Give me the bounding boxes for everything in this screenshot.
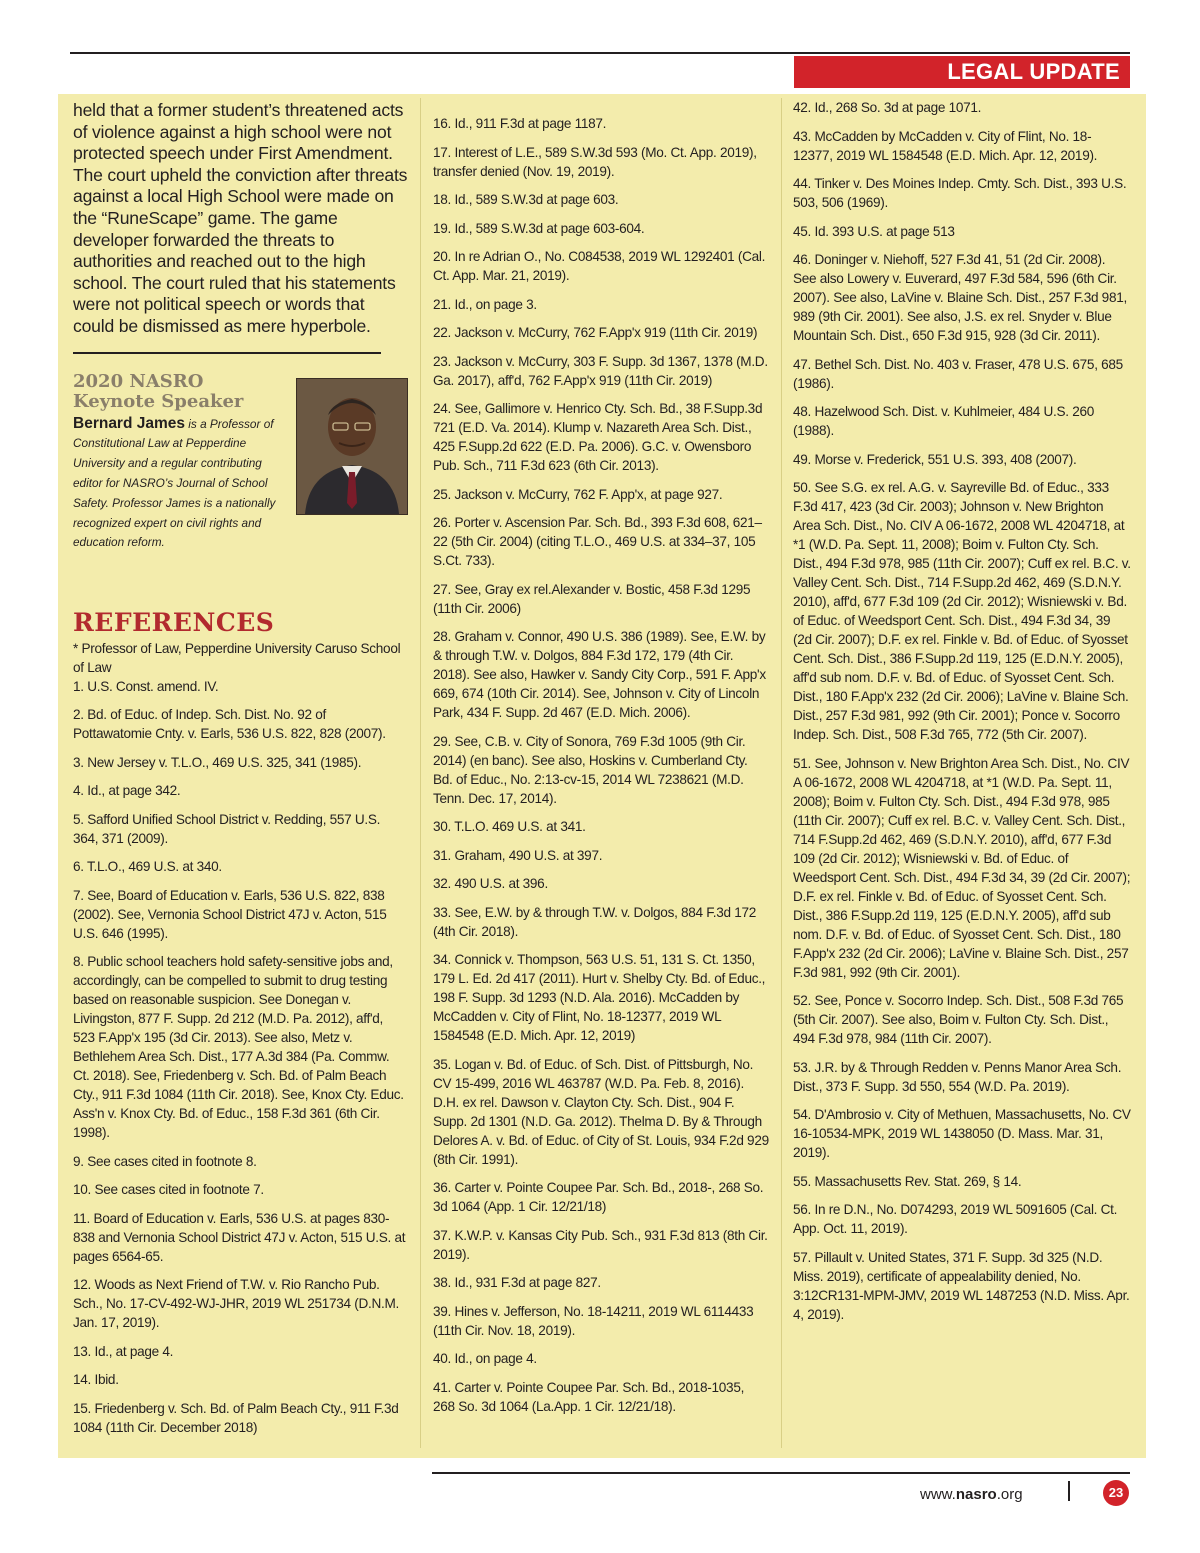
reference-item: 42. Id., 268 So. 3d at page 1071. [793, 100, 982, 115]
speaker-bio [73, 414, 278, 554]
reference-item: 41. Carter v. Pointe Coupee Par. Sch. Bd., 2018-1035, 268 So. 3d 1064 (La.App. 1 Cir. 12/21/18). [433, 1379, 745, 1414]
reference-item: 18. Id., 589 S.W.3d at page 603. [433, 192, 619, 207]
reference-item: 55. Massachusetts Rev. Stat. 269, § 14. [793, 1173, 1022, 1189]
reference-item: 10. See cases cited in footnote 7. [73, 1182, 264, 1198]
reference-item: 54. D'Ambrosio v. City of Methuen, Massachusetts, No. CV 16-10534-MPK, 2019 WL 1438050 (D. Mass. Mar. 31, 2019). [793, 1107, 1131, 1160]
page-number: 23 [1103, 1480, 1129, 1506]
speaker-photo [296, 378, 408, 515]
reference-item: 37. K.W.P. v. Kansas City Pub. Sch., 931 F.3d 813 (8th Cir. 2019). [433, 1227, 768, 1262]
speaker-bio-text: is a Professor of Constitutional Law at Pepperdine University and a regular contributing editor for NASRO’s Journal of School Safety. Professor James is a nationally recognized expert on civil rights and education reform. [73, 416, 276, 550]
reference-item: 50. See S.G. ex rel. A.G. v. Sayreville Bd. of Educ., 333 F.3d 417, 423 (3d Cir. 2003); Johnson v. New Brighton Area Sch. Dist., No. CIV A 06-1672, 2008 WL 4204718, at *1 (W.D. Pa. Sept. 11, 2008); Boim v. Fulton Cty. Sch. Dist., 494 F.3d 978, 985 (11th Cir. 2007); Cuff ex rel. B.C. v. Valley Cent. Sch. Dist., 714 F.Supp.2d 462, 469 (S.D.N.Y. 2010), aff'd, 677 F.3d 109 (2d Cir. 2012); Wisniewski v. Bd. of Educ. of Weedsport Cent. Sch. Dist., 494 F.3d 34, 39 (2d Cir. 2007); D.F. ex rel. Finkle v. Bd. of Educ. of Syosset Cent. Sch. Dist., 386 F.Supp.2d 119, 125 (E.D.N.Y. 2005), aff'd sub nom. D.F. v. Bd. of Educ. of Syosset Cent. Sch. Dist., 180 F.App'x 232 (2d Cir. 2006); LaVine v. Blaine Sch. Dist., 257 F.3d 981, 992 (9th Cir. 2001); Ponce v. Socorro Indep. Sch. Dist., 508 F.3d 765, 772 (5th Cir. 2007). [793, 480, 1131, 742]
reference-item: 32. 490 U.S. at 396. [433, 876, 548, 891]
speaker-title-line2: Keynote Speaker [73, 390, 244, 412]
reference-item: 30. T.L.O. 469 U.S. at 341. [433, 819, 586, 834]
reference-item: 27. See, Gray ex rel.Alexander v. Bostic, 458 F.3d 1295 (11th Cir. 2006) [433, 581, 751, 616]
reference-item: 45. Id. 393 U.S. at page 513 [793, 223, 955, 239]
reference-item: 38. Id., 931 F.3d at page 827. [433, 1275, 601, 1290]
reference-item: 44. Tinker v. Des Moines Indep. Cmty. Sch. Dist., 393 U.S. 503, 506 (1969). [793, 176, 1127, 210]
reference-item: 1. U.S. Const. amend. IV. [73, 678, 219, 694]
speaker-title-line1: 2020 NASRO [73, 370, 204, 392]
speaker-name: Bernard James [73, 414, 186, 432]
reference-item: 33. See, E.W. by & through T.W. v. Dolgos, 884 F.3d 172 (4th Cir. 2018). [433, 904, 757, 939]
reference-item: 52. See, Ponce v. Socorro Indep. Sch. Dist., 508 F.3d 765 (5th Cir. 2007). See also, Boim v. Fulton Cty. Sch. Dist., 494 F.3d 978, 984 (11th Cir. 2007). [793, 993, 1124, 1046]
footer-rule [432, 1472, 1130, 1474]
reference-item: 21. Id., on page 3. [433, 296, 537, 312]
reference-item: 28. Graham v. Connor, 490 U.S. 386 (1989). See, E.W. by & through T.W. v. Dolgos, 884 F.3d 172, 179 (4th Cir. 2018). See also, Hawker v. Sandy City Corp., 591 F. App'x 669, 674 (10th Cir. 2014). See, Johnson v. City of Lincoln Park, 434 F. Supp. 2d 467 (E.D. Mich. 2006). [433, 629, 766, 720]
reference-item: 57. Pillault v. United States, 371 F. Supp. 3d 325 (N.D. Miss. 2019), certificate of appealability denied, No. 3:12CR131-MPM-JMV, 2019 WL 1487253 (N.D. Miss. Apr. 4, 2019). [793, 1249, 1130, 1322]
top-rule [70, 52, 1130, 54]
reference-item: 22. Jackson v. McCurry, 762 F.App'x 919 (11th Cir. 2019) [433, 325, 758, 340]
column-right [793, 98, 1131, 1333]
reference-item: 9. See cases cited in footnote 8. [73, 1153, 257, 1169]
reference-item: 53. J.R. by & Through Redden v. Penns Manor Area Sch. Dist., 373 F. Supp. 3d 550, 554 (W.D. Pa. 2019). [793, 1059, 1122, 1094]
column-divider [420, 98, 421, 1448]
reference-item: 34. Connick v. Thompson, 563 U.S. 51, 131 S. Ct. 1350, 179 L. Ed. 2d 417 (2011). Hurt v. Shelby Cty. Bd. of Educ., 198 F. Supp. 3d 1293 (N.D. Ala. 2016). McCadden by McCadden v. City of Flint, No. 18-12377, 2019 WL 1584548 (E.D. Mich. Apr. 12, 2019) [433, 952, 766, 1043]
reference-item: 6. T.L.O., 469 U.S. at 340. [73, 859, 222, 875]
intro-divider [73, 352, 381, 354]
reference-item: 7. See, Board of Education v. Earls, 536 U.S. 822, 838 (2002). See, Vernonia School District 47J v. Acton, 515 U.S. 646 (1995). [73, 887, 387, 941]
reference-item: 19. Id., 589 S.W.3d at page 603-604. [433, 220, 645, 236]
portrait-image [297, 379, 407, 514]
reference-item: 51. See, Johnson v. New Brighton Area Sch. Dist., No. CIV A 06-1672, 2008 WL 4204718, at *1 (W.D. Pa. Sept. 11, 2008); Boim v. Fulton Cty. Sch. Dist., 494 F.3d 978, 985 (11th Cir. 2007); Cuff ex rel. B.C. v. Valley Cent. Sch. Dist., 714 F.Supp.2d 462, 469 (S.D.N.Y. 2010), aff'd, 677 F.3d 109 (2d Cir. 2012); Wisniewski v. Bd. of Educ. of Weedsport Cent. Sch. Dist., 494 F.3d 34, 39 (2d Cir. 2007); D.F. ex rel. Finkle v. Bd. of Educ. of Syosset Cent. Sch. Dist., 386 F.Supp.2d 119, 125 (E.D.N.Y. 2005), aff'd sub nom. D.F. v. Bd. of Educ. of Syosset Cent. Sch. Dist., 180 F.App'x 232 (2d Cir. 2006); LaVine v. Blaine Sch. Dist., 257 F.3d 981, 992 (9th Cir. 2001). [793, 755, 1131, 980]
references-heading: REFERENCES [73, 607, 275, 637]
reference-item: 40. Id., on page 4. [433, 1351, 537, 1366]
keynote-speaker-box [73, 372, 408, 572]
reference-item: 36. Carter v. Pointe Coupee Par. Sch. Bd., 2018-, 268 So. 3d 1064 (App. 1 Cir. 12/21/18) [433, 1180, 764, 1214]
references-note: * Professor of Law, Pepperdine University Caruso School of Law [73, 640, 401, 675]
column-middle [433, 114, 769, 1425]
url-suffix: .org [996, 1486, 1023, 1503]
reference-item: 29. See, C.B. v. City of Sonora, 769 F.3d 1005 (9th Cir. 2014) (en banc). See also, Hoskins v. Cumberland Cty. Bd. of Educ., No. 2:13-cv-15, 2014 WL 7238621 (M.D. Tenn. Dec. 17, 2014). [433, 733, 748, 806]
reference-item: 39. Hines v. Jefferson, No. 18-14211, 2019 WL 6114433 (11th Cir. Nov. 18, 2019). [433, 1303, 754, 1338]
reference-item: 20. In re Adrian O., No. C084538, 2019 WL 1292401 (Cal. Ct. App. Mar. 21, 2019). [433, 249, 766, 283]
footer-separator [1068, 1481, 1070, 1501]
reference-item: 13. Id., at page 4. [73, 1343, 174, 1359]
reference-item: 35. Logan v. Bd. of Educ. of Sch. Dist. of Pittsburgh, No. CV 15-499, 2016 WL 463787 (W.D. Pa. Feb. 8, 2016). D.H. ex rel. Dawson v. Clayton Cty. Sch. Dist., 904 F. Supp. 2d 1301 (N.D. Ga. 2012). Thelma D. By & Through Delores A. v. Bd. of Educ. of City of St. Louis, 934 F.2d 929 (8th Cir. 1991). [433, 1056, 769, 1167]
reference-item: 43. McCadden by McCadden v. City of Flint, No. 18-12377, 2019 WL 1584548 (E.D. Mich. Apr. 12, 2019). [793, 128, 1098, 163]
reference-item: 5. Safford Unified School District v. Redding, 557 U.S. 364, 371 (2009). [73, 811, 381, 846]
url-domain: nasro [955, 1486, 997, 1503]
reference-item: 11. Board of Education v. Earls, 536 U.S. at pages 830-838 and Vernonia School District 47J v. Acton, 515 U.S. at pages 6564-65. [73, 1210, 406, 1264]
section-banner: LEGAL UPDATE [794, 56, 1130, 88]
reference-item: 48. Hazelwood Sch. Dist. v. Kuhlmeier, 484 U.S. 260 (1988). [793, 404, 1095, 438]
intro-paragraph: held that a former student’s threatened acts of violence against a high school were not protected speech under First Amendment. The court upheld the conviction after threats against a local High School were made on the “RuneScape” game. The game developer forwarded the threats to authorities and reached out to the high school. The court ruled that his statements were not political speech or words that could be dismissed as mere hyperbole. [73, 100, 408, 336]
reference-item: 4. Id., at page 342. [73, 783, 181, 799]
reference-item: 31. Graham, 490 U.S. at 397. [433, 847, 603, 863]
reference-item: 2. Bd. of Educ. of Indep. Sch. Dist. No. 92 of Pottawatomie Cnty. v. Earls, 536 U.S. 822, 828 (2007). [73, 707, 386, 742]
reference-item: 15. Friedenberg v. Sch. Bd. of Palm Beach Cty., 911 F.3d 1084 (11th Cir. December 2018) [73, 1400, 399, 1435]
reference-item: 25. Jackson v. McCurry, 762 F. App'x, at page 927. [433, 486, 723, 502]
column-left [73, 100, 408, 1446]
reference-item: 8. Public school teachers hold safety-sensitive jobs and, accordingly, can be compelled to submit to drug testing based on reasonable suspicion. See Donegan v. Livingston, 877 F. Supp. 2d 212 (M.D. Pa. 2012), aff'd, 523 F.App'x 195 (3d Cir. 2013). See also, Metz v. Bethlehem Area Sch. Dist., 177 A.3d 384 (Pa. Commw. Ct. 2018). See, Friedenberg v. Sch. Bd. of Palm Beach Cty., 911 F.3d 1084 (11th Cir. 2018). See, Knox Cty. Educ. Ass'n v. Knox Cty. Bd. of Educ., 158 F.3d 361 (6th Cir. 1998). [73, 954, 404, 1141]
url-prefix: www. [920, 1486, 956, 1503]
column-divider [781, 98, 782, 1448]
reference-item: 12. Woods as Next Friend of T.W. v. Rio Rancho Pub. Sch., No. 17-CV-492-WJ-JHR, 2019 WL 251734 (D.N.M. Jan. 17, 2019). [73, 1277, 399, 1331]
reference-item: 3. New Jersey v. T.L.O., 469 U.S. 325, 341 (1985). [73, 754, 362, 770]
reference-item: 47. Bethel Sch. Dist. No. 403 v. Fraser, 478 U.S. 675, 685 (1986). [793, 356, 1123, 391]
website-link[interactable] [920, 1486, 1023, 1503]
reference-item: 49. Morse v. Frederick, 551 U.S. 393, 408 (2007). [793, 451, 1077, 467]
reference-item: 56. In re D.N., No. D074293, 2019 WL 5091605 (Cal. Ct. App. Oct. 11, 2019). [793, 1202, 1118, 1236]
reference-item: 24. See, Gallimore v. Henrico Cty. Sch. Bd., 38 F.Supp.3d 721 (E.D. Va. 2014). Klump v. Nazareth Area Sch. Dist., 425 F.Supp.2d 622 (E.D. Pa. 2006). G.C. v. Owensboro Pub. Sch., 711 F.3d 623 (6th Cir. 2013). [433, 401, 763, 473]
reference-item: 23. Jackson v. McCurry, 303 F. Supp. 3d 1367, 1378 (M.D. Ga. 2017), aff'd, 762 F.App'x 919 (11th Cir. 2019) [433, 353, 768, 388]
reference-item: 14. Ibid. [73, 1372, 119, 1388]
reference-item: 26. Porter v. Ascension Par. Sch. Bd., 393 F.3d 608, 621–22 (5th Cir. 2004) (citing T.L.O., 469 U.S. at 334–37, 105 S.Ct. 733). [433, 515, 762, 568]
reference-item: 16. Id., 911 F.3d at page 1187. [433, 116, 607, 131]
reference-item: 46. Doninger v. Niehoff, 527 F.3d 41, 51 (2d Cir. 2008). See also Lowery v. Euverard, 497 F.3d 584, 596 (6th Cir. 2007). See also, LaVine v. Blaine Sch. Dist., 257 F.3d 981, 989 (9th Cir. 2001). See also, J.S. ex rel. Snyder v. Blue Mountain Sch. Dist., 650 F.3d 915, 928 (3d Cir. 2011). [793, 252, 1127, 343]
reference-item: 17. Interest of L.E., 589 S.W.3d 593 (Mo. Ct. App. 2019), transfer denied (Nov. 19, 2019). [433, 144, 757, 179]
